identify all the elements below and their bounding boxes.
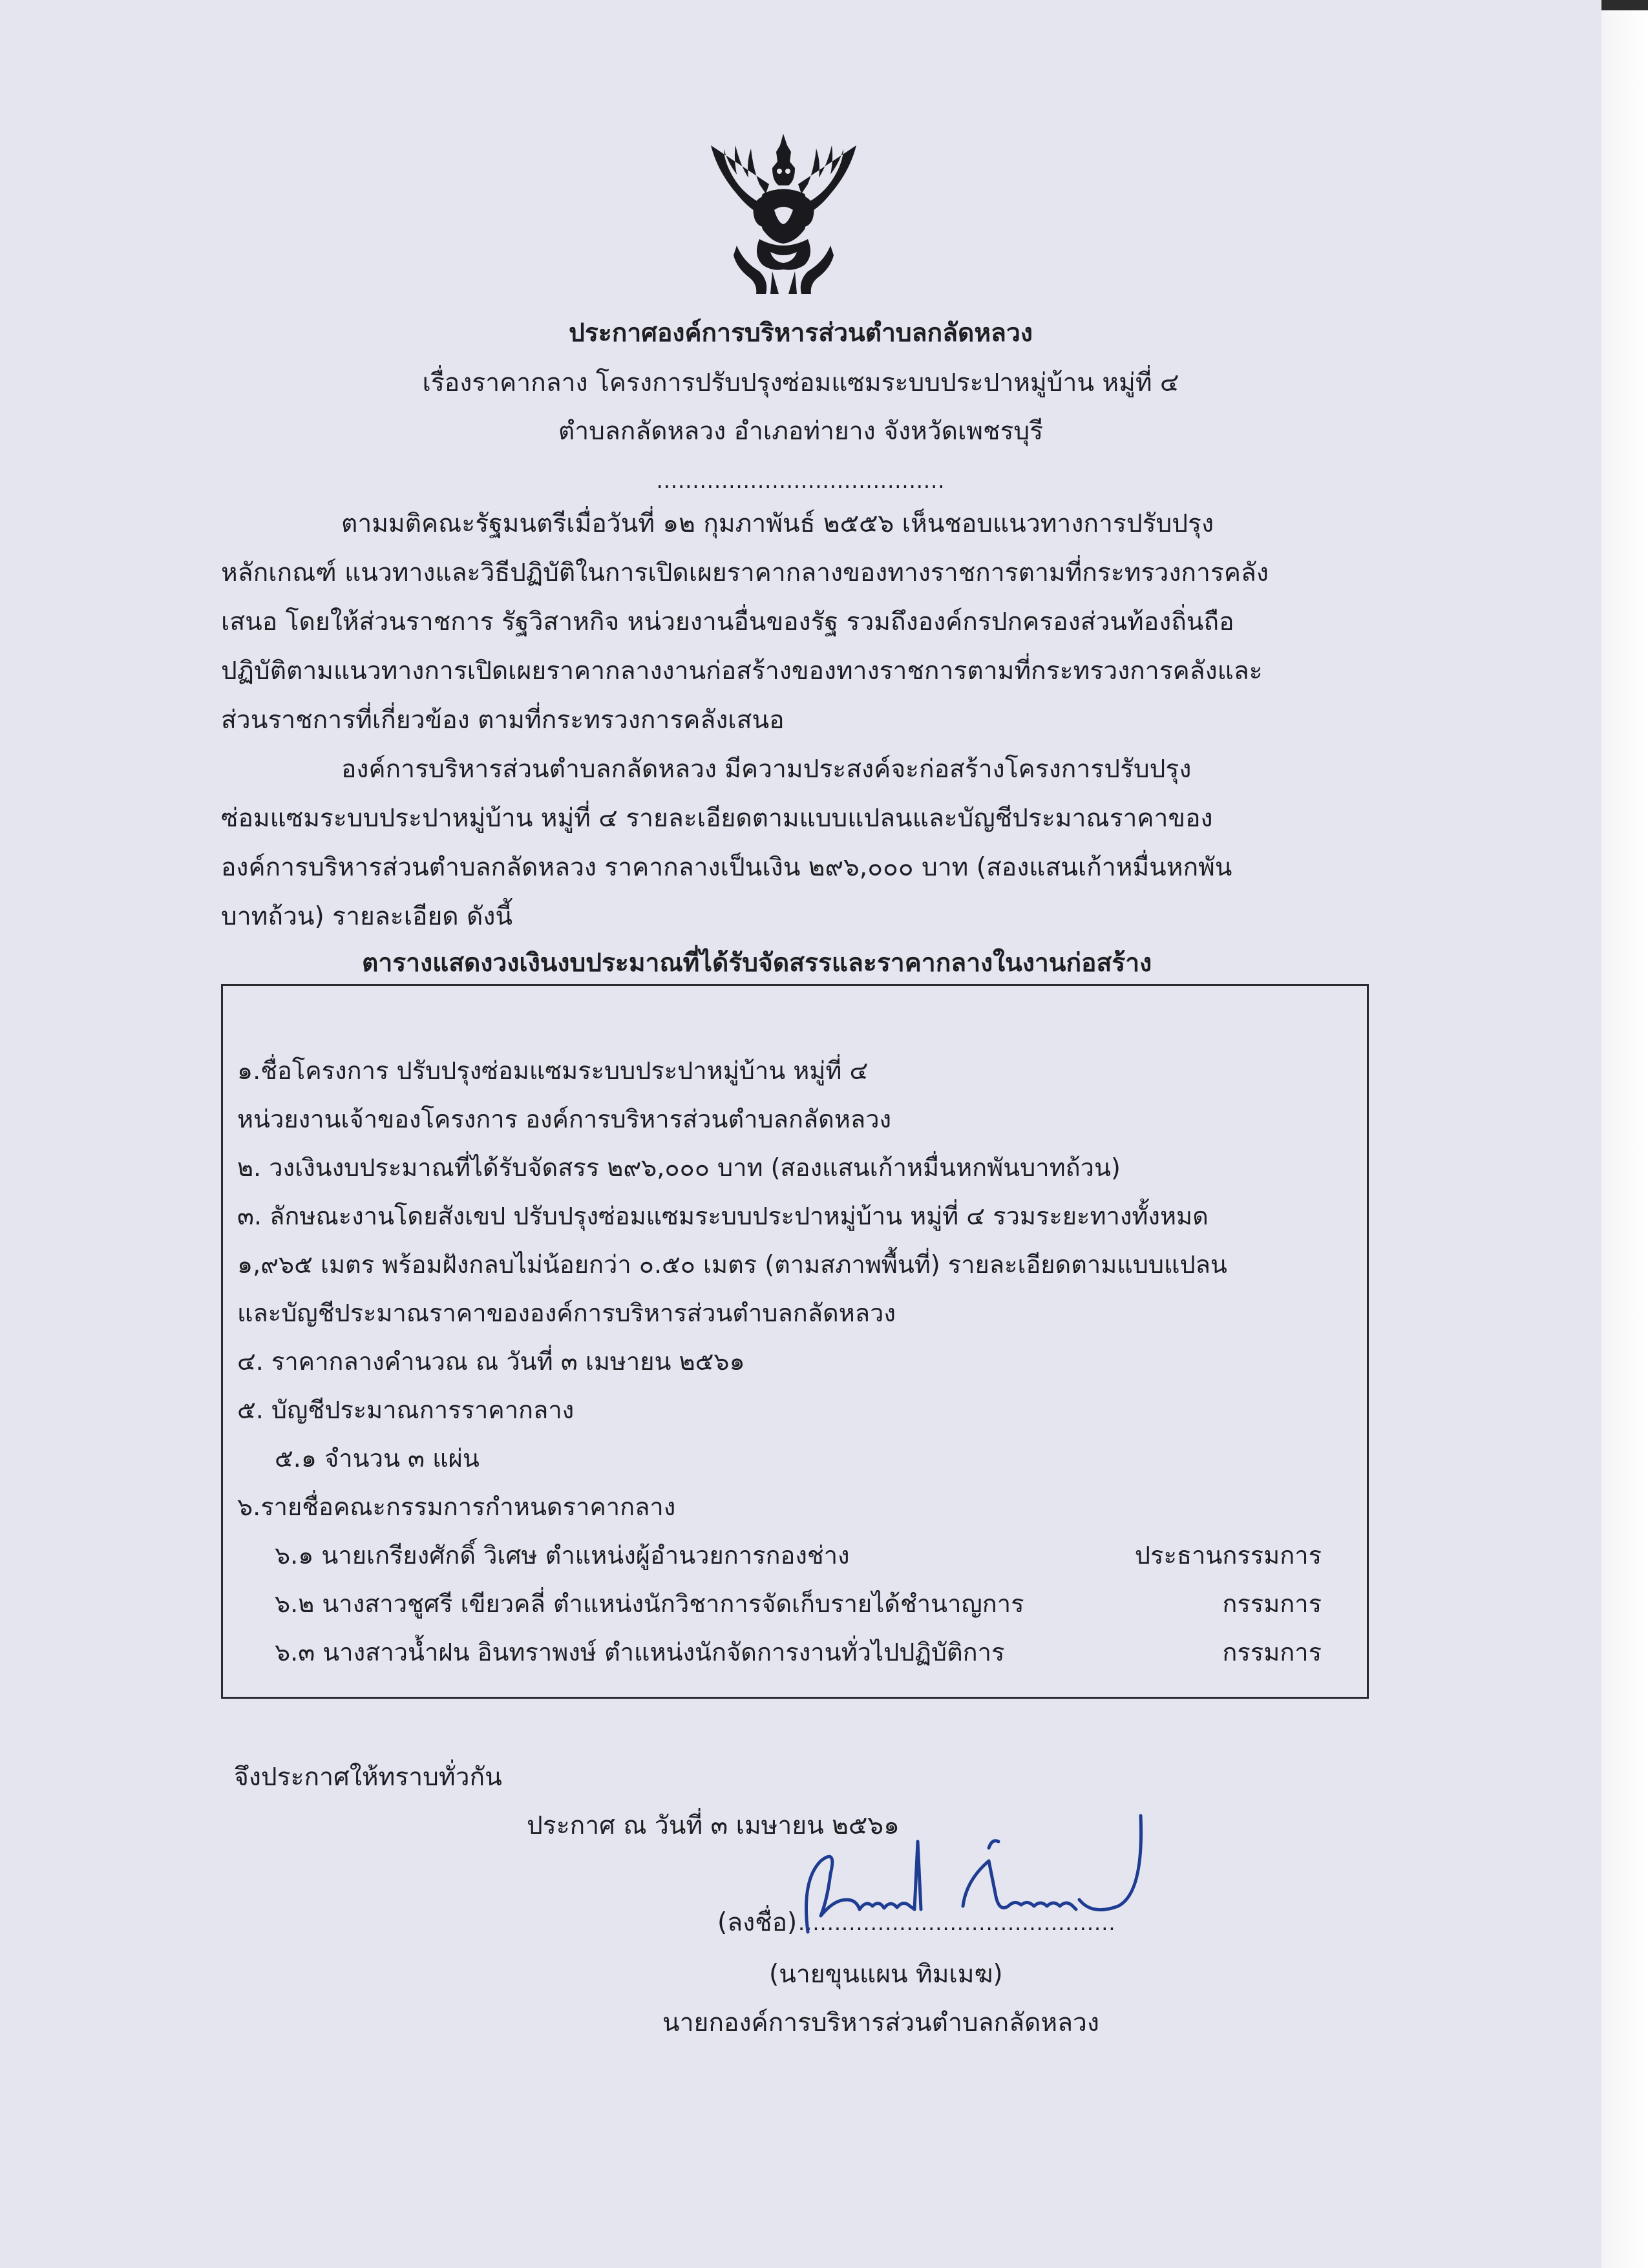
box-line-8: ๕. บัญชีประมาณการราคากลาง [237,1396,575,1424]
box-line-2: หน่วยงานเจ้าของโครงการ องค์การบริหารส่วนตำบลกลัดหลวง [237,1105,892,1133]
signer-title: นายกองค์การบริหารส่วนตำบลกลัดหลวง [662,2008,1099,2037]
table-heading: ตารางแสดงวงเงินงบประมาณที่ได้รับจัดสรรและราคากลางในงานก่อสร้าง [362,949,1152,978]
box-line-9: ๕.๑ จำนวน ๓ แผ่น [275,1444,480,1473]
document-title: ประกาศองค์การบริหารส่วนตำบลกลัดหลวง [569,319,1033,348]
paragraph-1-line-1: ตามมติคณะรัฐมนตรีเมื่อวันที่ ๑๒ กุมภาพันธ์ ๒๕๕๖ เห็นชอบแนวทางการปรับปรุง [341,509,1214,538]
announce-date: ประกาศ ณ วันที่ ๓ เมษายน ๒๕๖๑ [527,1811,900,1840]
header-separator: ........................................ [656,468,945,493]
document-subject: เรื่องราคากลาง โครงการปรับปรุงซ่อมแซมระบบประปาหมู่บ้าน หมู่ที่ ๔ [422,368,1179,397]
box-line-4: ๓. ลักษณะงานโดยสังเขป ปรับปรุงซ่อมแซมระบบประปาหมู่บ้าน หมู่ที่ ๔ รวมระยะทางทั้งหมด [237,1202,1209,1230]
paragraph-2-line-1: องค์การบริหารส่วนตำบลกลัดหลวง มีความประสงค์จะก่อสร้างโครงการปรับปรุง [341,755,1192,784]
box-line-1: ๑.ชื่อโครงการ ปรับปรุงซ่อมแซมระบบประปาหมู่บ้าน หมู่ที่ ๔ [237,1056,869,1085]
committee-member-3: ๖.๓ นางสาวน้ำฝน อินทราพงษ์ ตำแหน่งนักจัดการงานทั่วไปปฏิบัติการ [275,1638,1005,1666]
paragraph-1-line-5: ส่วนราชการที่เกี่ยวข้อง ตามที่กระทรวงการคลังเสนอ [221,706,785,735]
paragraph-2-line-3: องค์การบริหารส่วนตำบลกลัดหลวง ราคากลางเป็นเงิน ๒๙๖,๐๐๐ บาท (สองแสนเก้าหมื่นหกพัน [221,853,1232,882]
committee-role-1: ประธานกรรมการ [1134,1541,1322,1570]
document-location: ตำบลกลัดหลวง อำเภอท่ายาง จังหวัดเพชรบุรี [558,417,1044,446]
paragraph-1-line-4: ปฏิบัติตามแนวทางการเปิดเผยราคากลางงานก่อสร้างของทางราชการตามที่กระทรวงการคลังและ [221,656,1263,686]
box-line-6: และบัญชีประมาณราคาขององค์การบริหารส่วนตำบลกลัดหลวง [237,1299,896,1327]
announce-text: จึงประกาศให้ทราบทั่วกัน [234,1763,502,1792]
scan-edge [1601,0,1648,2268]
committee-member-2: ๖.๒ นางสาวชูศรี เขียวคลี่ ตำแหน่งนักวิชาการจัดเก็บรายได้ชำนาญการ [275,1590,1024,1618]
box-line-10: ๖.รายชื่อคณะกรรมการกำหนดราคากลาง [237,1493,676,1521]
box-line-7: ๔. ราคากลางคำนวณ ณ วันที่ ๓ เมษายน ๒๕๖๑ [237,1347,745,1376]
project-details-box [221,984,1369,1699]
paragraph-2-line-2: ซ่อมแซมระบบประปาหมู่บ้าน หมู่ที่ ๔ รายละเอียดตามแบบแปลนและบัญชีประมาณราคาของ [221,804,1213,833]
garuda-emblem-icon [698,132,869,297]
box-line-3: ๒. วงเงินงบประมาณที่ได้รับจัดสรร ๒๙๖,๐๐๐ บาท (สองแสนเก้าหมื่นหกพันบาทถ้วน) [237,1153,1121,1182]
paragraph-2-line-4: บาทถ้วน) รายละเอียด ดังนี้ [221,902,513,931]
committee-role-3: กรรมการ [1222,1638,1322,1666]
paragraph-1-line-3: เสนอ โดยให้ส่วนราชการ รัฐวิสาหกิจ หน่วยงานอื่นของรัฐ รวมถึงองค์กรปกครองส่วนท้องถิ่นถือ [221,607,1234,636]
paragraph-1-line-2: หลักเกณฑ์ แนวทางและวิธีปฏิบัติในการเปิดเผยราคากลางของทางราชการตามที่กระทรวงการคลัง [221,558,1269,587]
signature-image [782,1803,1170,1938]
scan-edge-corner [1601,0,1648,10]
committee-member-1: ๖.๑ นายเกรียงศักดิ์ วิเศษ ตำแหน่งผู้อำนวยการกองช่าง [275,1541,850,1570]
sign-dots: ............................................ [798,1911,1116,1935]
signer-name: (นายขุนแผน ทิมเมฆ) [769,1960,1003,1989]
sign-label: (ลงชื่อ) [717,1908,798,1937]
committee-role-2: กรรมการ [1222,1590,1322,1618]
box-line-5: ๑,๙๖๕ เมตร พร้อมฝังกลบไม่น้อยกว่า ๐.๕๐ เมตร (ตามสภาพพื้นที่) รายละเอียดตามแบบแปลน [237,1250,1227,1279]
